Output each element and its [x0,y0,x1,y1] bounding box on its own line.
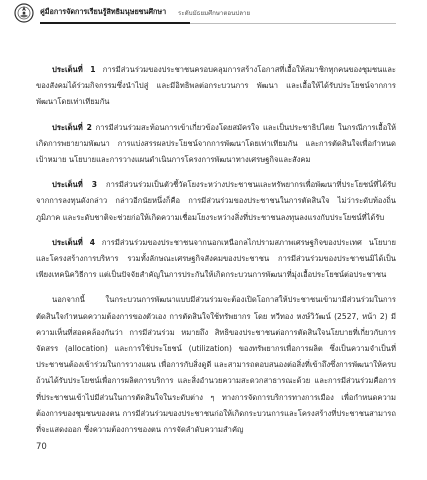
header-rule-light [190,23,396,24]
point-label: ประเด็นที่ 3 [52,180,98,190]
point-text: การมีส่วนร่วมเป็นตัวชี้วัดโยงระหว่างประชาชนและทรัพยากรเพื่อพัฒนาที่ประโยชน์ที่ได้รับจากการลงทุนดังกล่าว กล่าวอีกนัยหนึ่งก็คือ การมีส่วนร่วมของประชาชนในการตัดสินใจ ไม่ว่าระดับท้องถิ่น ภูมิภาค และระดับชาติจะช่วยก่อให้เกิดความเชื่อมโยงระหว่างสิ่งที่ประชาชนลงทุนลงแรงกับประโยชน์ที่ได้รับ [36,180,396,222]
point-text: การมีส่วนร่วมของประชาชนครอบคลุมการสร้างโอกาสที่เอื้อให้สมาชิกทุกคนของชุมชนและของสังคมได้ร่วมกิจกรรมซึ่งนำไปสู่ และมีอิทธิพลต่อกระบวนการ พัฒนา และเอื้อให้ได้รับประโยชน์จากการพัฒนาโดยเท่าเทียมกัน [36,65,396,107]
header-title: คู่มือการจัดการเรียนรู้สิทธิมนุษยชนศึกษา [40,7,167,16]
body-text [36,62,396,447]
paragraph-point-2 [36,120,396,169]
header-rule-dark [40,22,190,24]
point-label: ประเด็นที่ 4 [52,237,96,247]
paragraph-point-1 [36,62,396,111]
paragraph-point-4 [36,235,396,284]
point-label: ประเด็นที่ 1 [52,65,96,74]
page-header [0,0,427,26]
point-label: ประเด็นที่ 2 [52,122,92,132]
body-paragraph-text: นอกจากนี้ ในกระบวนการพัฒนาแบบมีส่วนร่วมจะต้องเปิดโอกาสให้ประชาชนเข้ามามีส่วนร่วมในการตัดสินใจกำหนดความต้องการของตัวเอง การตัดสินใจใช้ทรัพยากร โดย ทวีทอง หงษ์วิวัฒน์ (2527, หน้า 2) มีความเห็นที่สอดคล้องกันว่า การมีส่วนร่วม หมายถึง สิทธิของประชาชนต่อการตัดสินใจนโยบายที่เกี่ยวกับการจัดสรร (allocation) และการใช้ประโยชน์ (utilization) ของทรัพยากรเพื่อการผลิต ซึ่งเป็นความจำเป็นที่ประชาชนต้องเข้าร่วมในการวางแผน เพื่อการกับสิ่งดูดี และสามารถตอบสนองต่อสิ่งที่เข้าถึงซึ่งการพัฒนาให้ครบถ้วนได้รับประโยชน์เพื่อการผลิตการบริการ และสิ่งอำนวยความสะดวกสาธารณะด้วย และการมีส่วนร่วมคือการที่ประชาชนเข้าไปมีส่วนในการตัดสินใจในระดับต่าง ๆ ทางการจัดการบริการทางการเมือง เพื่อกำหนดความต้องการของชุมชนของตน การมีส่วนร่วมของประชาชนก่อให้เกิดกระบวนการและโครงสร้างที่ประชาชนสามารถที่จะแสดงออก ซึ่งความต้องการของตน การจัดลำดับความสำคัญ [36,295,396,435]
header-subtitle: ระดับมัธยมศึกษาตอนปลาย [178,10,251,17]
paragraph-point-3 [36,177,396,226]
page-number: 70 [36,442,47,452]
point-text: การมีส่วนร่วมของประชาชนจากนอกเหนือกลไกปรามสภาพเศรษฐกิจของประเทศ นโยบาย และโครงสร้างการบริหาร รวมทั้งลักษณะเศรษฐกิจสังคมของประชาชน การมีส่วนร่วมของประชาชนมิได้เป็นเพียงเทคนิควิธีการ แต่เป็นปัจจัยสำคัญในการประกันให้เกิดกระบวนการพัฒนาที่มุ่งเอื้อประโยชน์ต่อประชาชน [36,237,396,280]
paragraph-body [36,292,396,438]
emblem-logo-icon [14,2,34,24]
point-text: การมีส่วนร่วมสะท้อนการเข้าเกี่ยวข้องโดยสมัครใจ และเป็นประชาธิปไตย ในกรณีการเอื้อให้เกิดการพยายามพัฒนา การแบ่งสรรผลประโยชน์จากการพัฒนาโดยเท่าเทียมกัน และการตัดสินใจเพื่อกำหนดเป้าหมาย นโยบายและการวางแผนดำเนินการโครงการพัฒนาทางเศรษฐกิจและสังคม [36,122,396,165]
